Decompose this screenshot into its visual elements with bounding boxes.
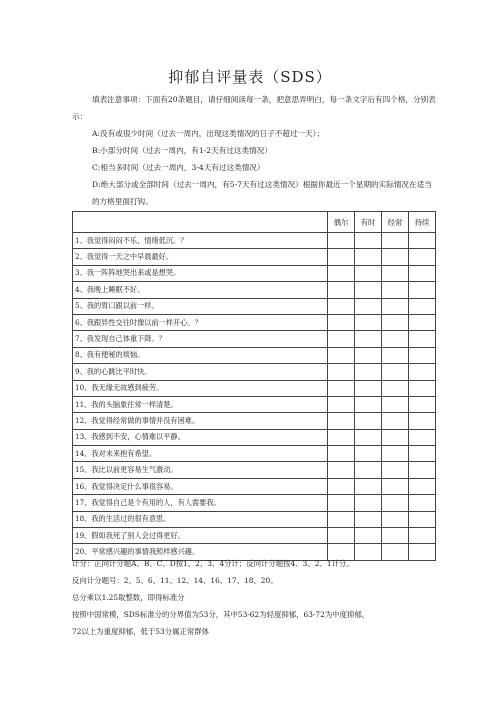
question-text: 15、我比以前更容易生气激动。 [73, 462, 328, 478]
answer-checkbox-cell[interactable] [382, 331, 409, 347]
answer-checkbox-cell[interactable] [382, 511, 409, 527]
question-text: 3、我一阵阵地哭出来或是想哭。 [73, 265, 328, 281]
scoring-notes [72, 555, 452, 640]
answer-checkbox-cell[interactable] [409, 511, 436, 527]
answer-checkbox-cell[interactable] [382, 347, 409, 363]
answer-checkbox-cell[interactable] [409, 429, 436, 445]
answer-checkbox-cell[interactable] [355, 282, 382, 298]
question-text: 17、我觉得自己是个有用的人，有人需要我。 [73, 495, 328, 511]
answer-checkbox-cell[interactable] [382, 380, 409, 396]
table-row [73, 495, 436, 511]
answer-checkbox-cell[interactable] [382, 364, 409, 380]
question-text: 20、平常感兴趣的事情我照样感兴趣。 [73, 544, 328, 560]
scoring-line: 反向计分题号：2、5、6、11、12、14、16、17、18、20。 [72, 576, 278, 585]
table-row [73, 478, 436, 494]
answer-checkbox-cell[interactable] [355, 265, 382, 281]
answer-checkbox-cell[interactable] [328, 249, 355, 265]
answer-checkbox-cell[interactable] [409, 265, 436, 281]
answer-checkbox-cell[interactable] [355, 233, 382, 249]
answer-checkbox-cell[interactable] [355, 478, 382, 494]
question-text: 2、我觉得一天之中早晨最好。 [73, 249, 328, 265]
answer-checkbox-cell[interactable] [382, 528, 409, 544]
answer-checkbox-cell[interactable] [355, 429, 382, 445]
answer-checkbox-cell[interactable] [328, 462, 355, 478]
answer-checkbox-cell[interactable] [382, 298, 409, 314]
answer-checkbox-cell[interactable] [382, 446, 409, 462]
page-title: 抑郁自评量表（SDS） [168, 68, 332, 86]
question-text: 16、我觉得决定什么事很容易。 [73, 478, 328, 494]
question-text: 1、我觉得闷闷不乐，情绪低沉。？ [73, 233, 328, 249]
answer-checkbox-cell[interactable] [328, 282, 355, 298]
answer-checkbox-cell[interactable] [409, 282, 436, 298]
answer-checkbox-cell[interactable] [409, 331, 436, 347]
answer-checkbox-cell[interactable] [382, 249, 409, 265]
answer-checkbox-cell[interactable] [382, 495, 409, 511]
answer-checkbox-cell[interactable] [328, 511, 355, 527]
scoring-line: 总分乘以1.25取整数，即得标准分 [72, 593, 185, 602]
question-text: 6、我跟异性交往时像以前一样开心。？ [73, 314, 328, 330]
answer-checkbox-cell[interactable] [328, 495, 355, 511]
column-header-often: 经常 [382, 212, 409, 233]
answer-checkbox-cell[interactable] [328, 314, 355, 330]
table-row [73, 364, 436, 380]
question-text: 8、我有便秘的烦恼。 [73, 347, 328, 363]
answer-checkbox-cell[interactable] [409, 478, 436, 494]
column-header-occasionally: 偶尔 [328, 212, 355, 233]
answer-checkbox-cell[interactable] [382, 314, 409, 330]
answer-checkbox-cell[interactable] [328, 347, 355, 363]
answer-checkbox-cell[interactable] [328, 446, 355, 462]
answer-checkbox-cell[interactable] [382, 413, 409, 429]
answer-checkbox-cell[interactable] [409, 495, 436, 511]
answer-checkbox-cell[interactable] [409, 462, 436, 478]
question-text: 9、我的心跳比平时快。 [73, 364, 328, 380]
answer-checkbox-cell[interactable] [409, 446, 436, 462]
answer-checkbox-cell[interactable] [355, 331, 382, 347]
answer-checkbox-cell[interactable] [409, 347, 436, 363]
answer-checkbox-cell[interactable] [355, 364, 382, 380]
table-row [73, 429, 436, 445]
answer-checkbox-cell[interactable] [355, 446, 382, 462]
question-text: 5、我的胃口跟以前一样。 [73, 298, 328, 314]
table-row [73, 314, 436, 330]
table-row [73, 331, 436, 347]
answer-checkbox-cell[interactable] [382, 233, 409, 249]
instruction-text: 填表注意事项：下面有20条题目，请仔细阅读每一条，把意思弄明白，每一条文字后有四个格，分别表示： [72, 95, 436, 121]
table-row [73, 528, 436, 544]
answer-checkbox-cell[interactable] [355, 314, 382, 330]
option-a: A:没有或很少时间（过去一周内，出现这类情况的日子不超过一天）； [92, 129, 325, 138]
answer-checkbox-cell[interactable] [382, 265, 409, 281]
question-text: 4、我晚上睡眠不好。 [73, 282, 328, 298]
answer-checkbox-cell[interactable] [355, 380, 382, 396]
table-header-row [73, 212, 436, 233]
answer-checkbox-cell[interactable] [409, 314, 436, 330]
answer-checkbox-cell[interactable] [328, 233, 355, 249]
question-text: 12、我觉得经常做的事情并没有困难。 [73, 413, 328, 429]
table-row [73, 282, 436, 298]
answer-checkbox-cell[interactable] [382, 462, 409, 478]
table-row [73, 298, 436, 314]
answer-checkbox-cell[interactable] [355, 347, 382, 363]
option-b: B:小部分时间（过去一周内，有1-2天有过这类情况） [92, 146, 272, 155]
answer-checkbox-cell[interactable] [328, 396, 355, 412]
scoring-line: 按照中国常模，SDS标准分的分界值为53分，其中53-62为轻度抑郁，63-72为中度抑郁， [72, 610, 370, 619]
table-row [73, 233, 436, 249]
table-row [73, 380, 436, 396]
table-row [73, 396, 436, 412]
answer-checkbox-cell[interactable] [328, 298, 355, 314]
answer-checkbox-cell[interactable] [328, 364, 355, 380]
answer-checkbox-cell[interactable] [328, 380, 355, 396]
question-text: 7、我发现自己体重下降。？ [73, 331, 328, 347]
table-row [73, 249, 436, 265]
question-text: 11、我的头脑象往常一样清楚。 [73, 396, 328, 412]
answer-checkbox-cell[interactable] [382, 478, 409, 494]
table-row [73, 347, 436, 363]
column-header-continuous: 持续 [409, 212, 436, 233]
option-d: D:绝大部分或全部时间（过去一周内，有5-7天有过这类情况）根据你最近一个星期的实际情况在适当的方格里面打钩。 [92, 180, 432, 206]
answer-checkbox-cell[interactable] [409, 233, 436, 249]
answer-checkbox-cell[interactable] [409, 380, 436, 396]
option-c: C:相当多时间（过去一周内，3-4天有过这类情况） [92, 163, 265, 172]
question-text: 10、我无缘无故感到疲劳。 [73, 380, 328, 396]
answer-checkbox-cell[interactable] [409, 413, 436, 429]
scoring-line: 计分：正向计分题A、B、C、D按1、2、3、4分计；反向计分题按4、3、2、1计分。 [72, 559, 354, 568]
table-row [73, 462, 436, 478]
question-text: 13、我感到不安，心情难以平静。 [73, 429, 328, 445]
answer-checkbox-cell[interactable] [328, 429, 355, 445]
column-header-item [73, 212, 328, 233]
answer-checkbox-cell[interactable] [382, 282, 409, 298]
answer-checkbox-cell[interactable] [409, 528, 436, 544]
table-row [73, 413, 436, 429]
answer-checkbox-cell[interactable] [328, 413, 355, 429]
question-text: 18、我的生活过的很有意思。 [73, 511, 328, 527]
scoring-line: 72以上为重度抑郁，低于53分属正常群体 [72, 627, 210, 636]
question-text: 14、我对未来抱有希望。 [73, 446, 328, 462]
answer-checkbox-cell[interactable] [328, 478, 355, 494]
answer-checkbox-cell[interactable] [355, 413, 382, 429]
answer-checkbox-cell[interactable] [355, 249, 382, 265]
table-row [73, 265, 436, 281]
answer-checkbox-cell[interactable] [409, 298, 436, 314]
column-header-sometimes: 有时 [355, 212, 382, 233]
answer-checkbox-cell[interactable] [328, 331, 355, 347]
answer-checkbox-cell[interactable] [355, 528, 382, 544]
answer-checkbox-cell[interactable] [328, 265, 355, 281]
answer-checkbox-cell[interactable] [355, 495, 382, 511]
table-row [73, 446, 436, 462]
answer-checkbox-cell[interactable] [355, 396, 382, 412]
answer-checkbox-cell[interactable] [328, 528, 355, 544]
answer-checkbox-cell[interactable] [409, 249, 436, 265]
table-row [73, 511, 436, 527]
questionnaire-table [72, 211, 436, 561]
answer-checkbox-cell[interactable] [382, 429, 409, 445]
answer-checkbox-cell[interactable] [382, 396, 409, 412]
answer-checkbox-cell[interactable] [355, 462, 382, 478]
answer-checkbox-cell[interactable] [409, 396, 436, 412]
answer-checkbox-cell[interactable] [409, 364, 436, 380]
answer-checkbox-cell[interactable] [355, 298, 382, 314]
answer-checkbox-cell[interactable] [355, 511, 382, 527]
instructions [72, 91, 436, 210]
question-text: 19、假如我死了别人会过得更好。 [73, 528, 328, 544]
